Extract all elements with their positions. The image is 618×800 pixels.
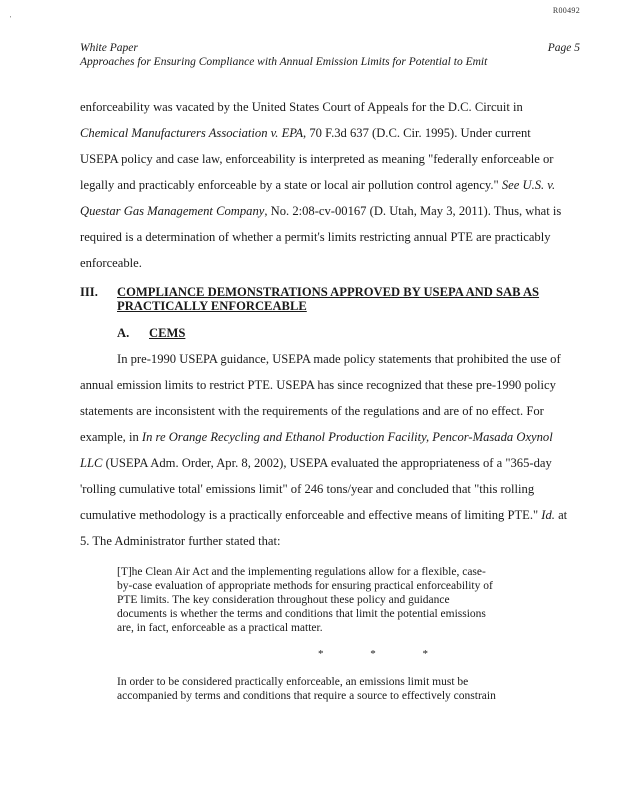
section-heading: PRACTICALLY ENFORCEABLE [117,299,307,313]
text-span: , No. 2:08-cv-00167 (D. Utah, May 3, 2011). Thus, what is [264,204,562,218]
paragraph-line: USEPA policy and case law, enforceability is interpreted as meaning "federally enforceable or [80,152,554,166]
case-citation: LLC [80,456,103,470]
id-citation: Id. [541,508,555,522]
paragraph-line [80,430,553,445]
paragraph-line: In pre-1990 USEPA guidance, USEPA made policy statements that prohibited the use of [117,352,561,366]
paragraph-line [80,178,555,193]
case-citation: In re Orange Recycling and Ethanol Production Facility, Pencor-Masada Oxynol [141,430,553,444]
text-span: legally and practicably enforceable by a state or local air pollution control agency." [80,178,502,192]
paragraph-line [80,508,567,523]
paragraph-line [80,456,552,471]
paragraph-line: enforceability was vacated by the United States Court of Appeals for the D.C. Circuit in [80,100,523,114]
quote-line: [T]he Clean Air Act and the implementing regulations allow for a flexible, case- [117,566,486,578]
quote-line: documents is whether the terms and conditions that limit the potential emissions [117,608,486,620]
header-title: White Paper [80,42,138,54]
text-span: , 70 F.3d 637 (D.C. Cir. 1995). Under current [303,126,531,140]
quote-line: are, in fact, enforceable as a practical matter. [117,622,323,634]
quote-line: PTE limits. The key consideration throughout these policy and guidance [117,594,450,606]
bates-number: R00492 [552,6,580,15]
paragraph-line [80,204,561,219]
text-span: cumulative methodology is a practically enforceable and effective means of limiting PTE." [80,508,542,522]
case-citation: See U.S. v. [501,178,556,192]
ellipsis-stars: * * * [318,648,450,660]
paragraph-line: enforceable. [80,256,142,270]
paragraph-line: required is a determination of whether a permit's limits restricting annual PTE are practicably [80,230,551,244]
text-span: at [554,508,568,522]
text-span: (USEPA Adm. Order, Apr. 8, 2002), USEPA evaluated the appropriateness of a "365-day [102,456,552,470]
paragraph-line [80,126,531,141]
quote-line: In order to be considered practically enforceable, an emissions limit must be [117,676,469,688]
section-number: III. [80,285,98,299]
text-span: example, in [80,430,142,444]
paragraph-line: statements are inconsistent with the requirements of the regulations and are of no effect. For [80,404,544,418]
case-citation: Questar Gas Management Company [80,204,265,218]
paragraph-line: 'rolling cumulative total' emissions limit" of 246 tons/year and concluded that "this rolling [80,482,535,496]
header-subtitle: Approaches for Ensuring Compliance with Annual Emission Limits for Potential to Emit [80,56,488,68]
paragraph-line: annual emission limits to restrict PTE. USEPA has since recognized that these pre-1990 policy [80,378,556,392]
page-number: Page 5 [547,42,580,54]
case-citation: Chemical Manufacturers Association v. EPA [80,126,304,140]
corner-mark: ' [10,15,12,23]
section-heading: COMPLIANCE DEMONSTRATIONS APPROVED BY USEPA AND SAB AS [117,285,540,299]
paragraph-line: 5. The Administrator further stated that: [80,534,281,548]
quote-line: by-case evaluation of appropriate methods for ensuring practical enforceability of [117,580,493,592]
quote-line: accompanied by terms and conditions that require a source to effectively constrain [117,690,496,702]
subsection-heading: CEMS [149,326,186,340]
subsection-letter: A. [117,326,130,340]
